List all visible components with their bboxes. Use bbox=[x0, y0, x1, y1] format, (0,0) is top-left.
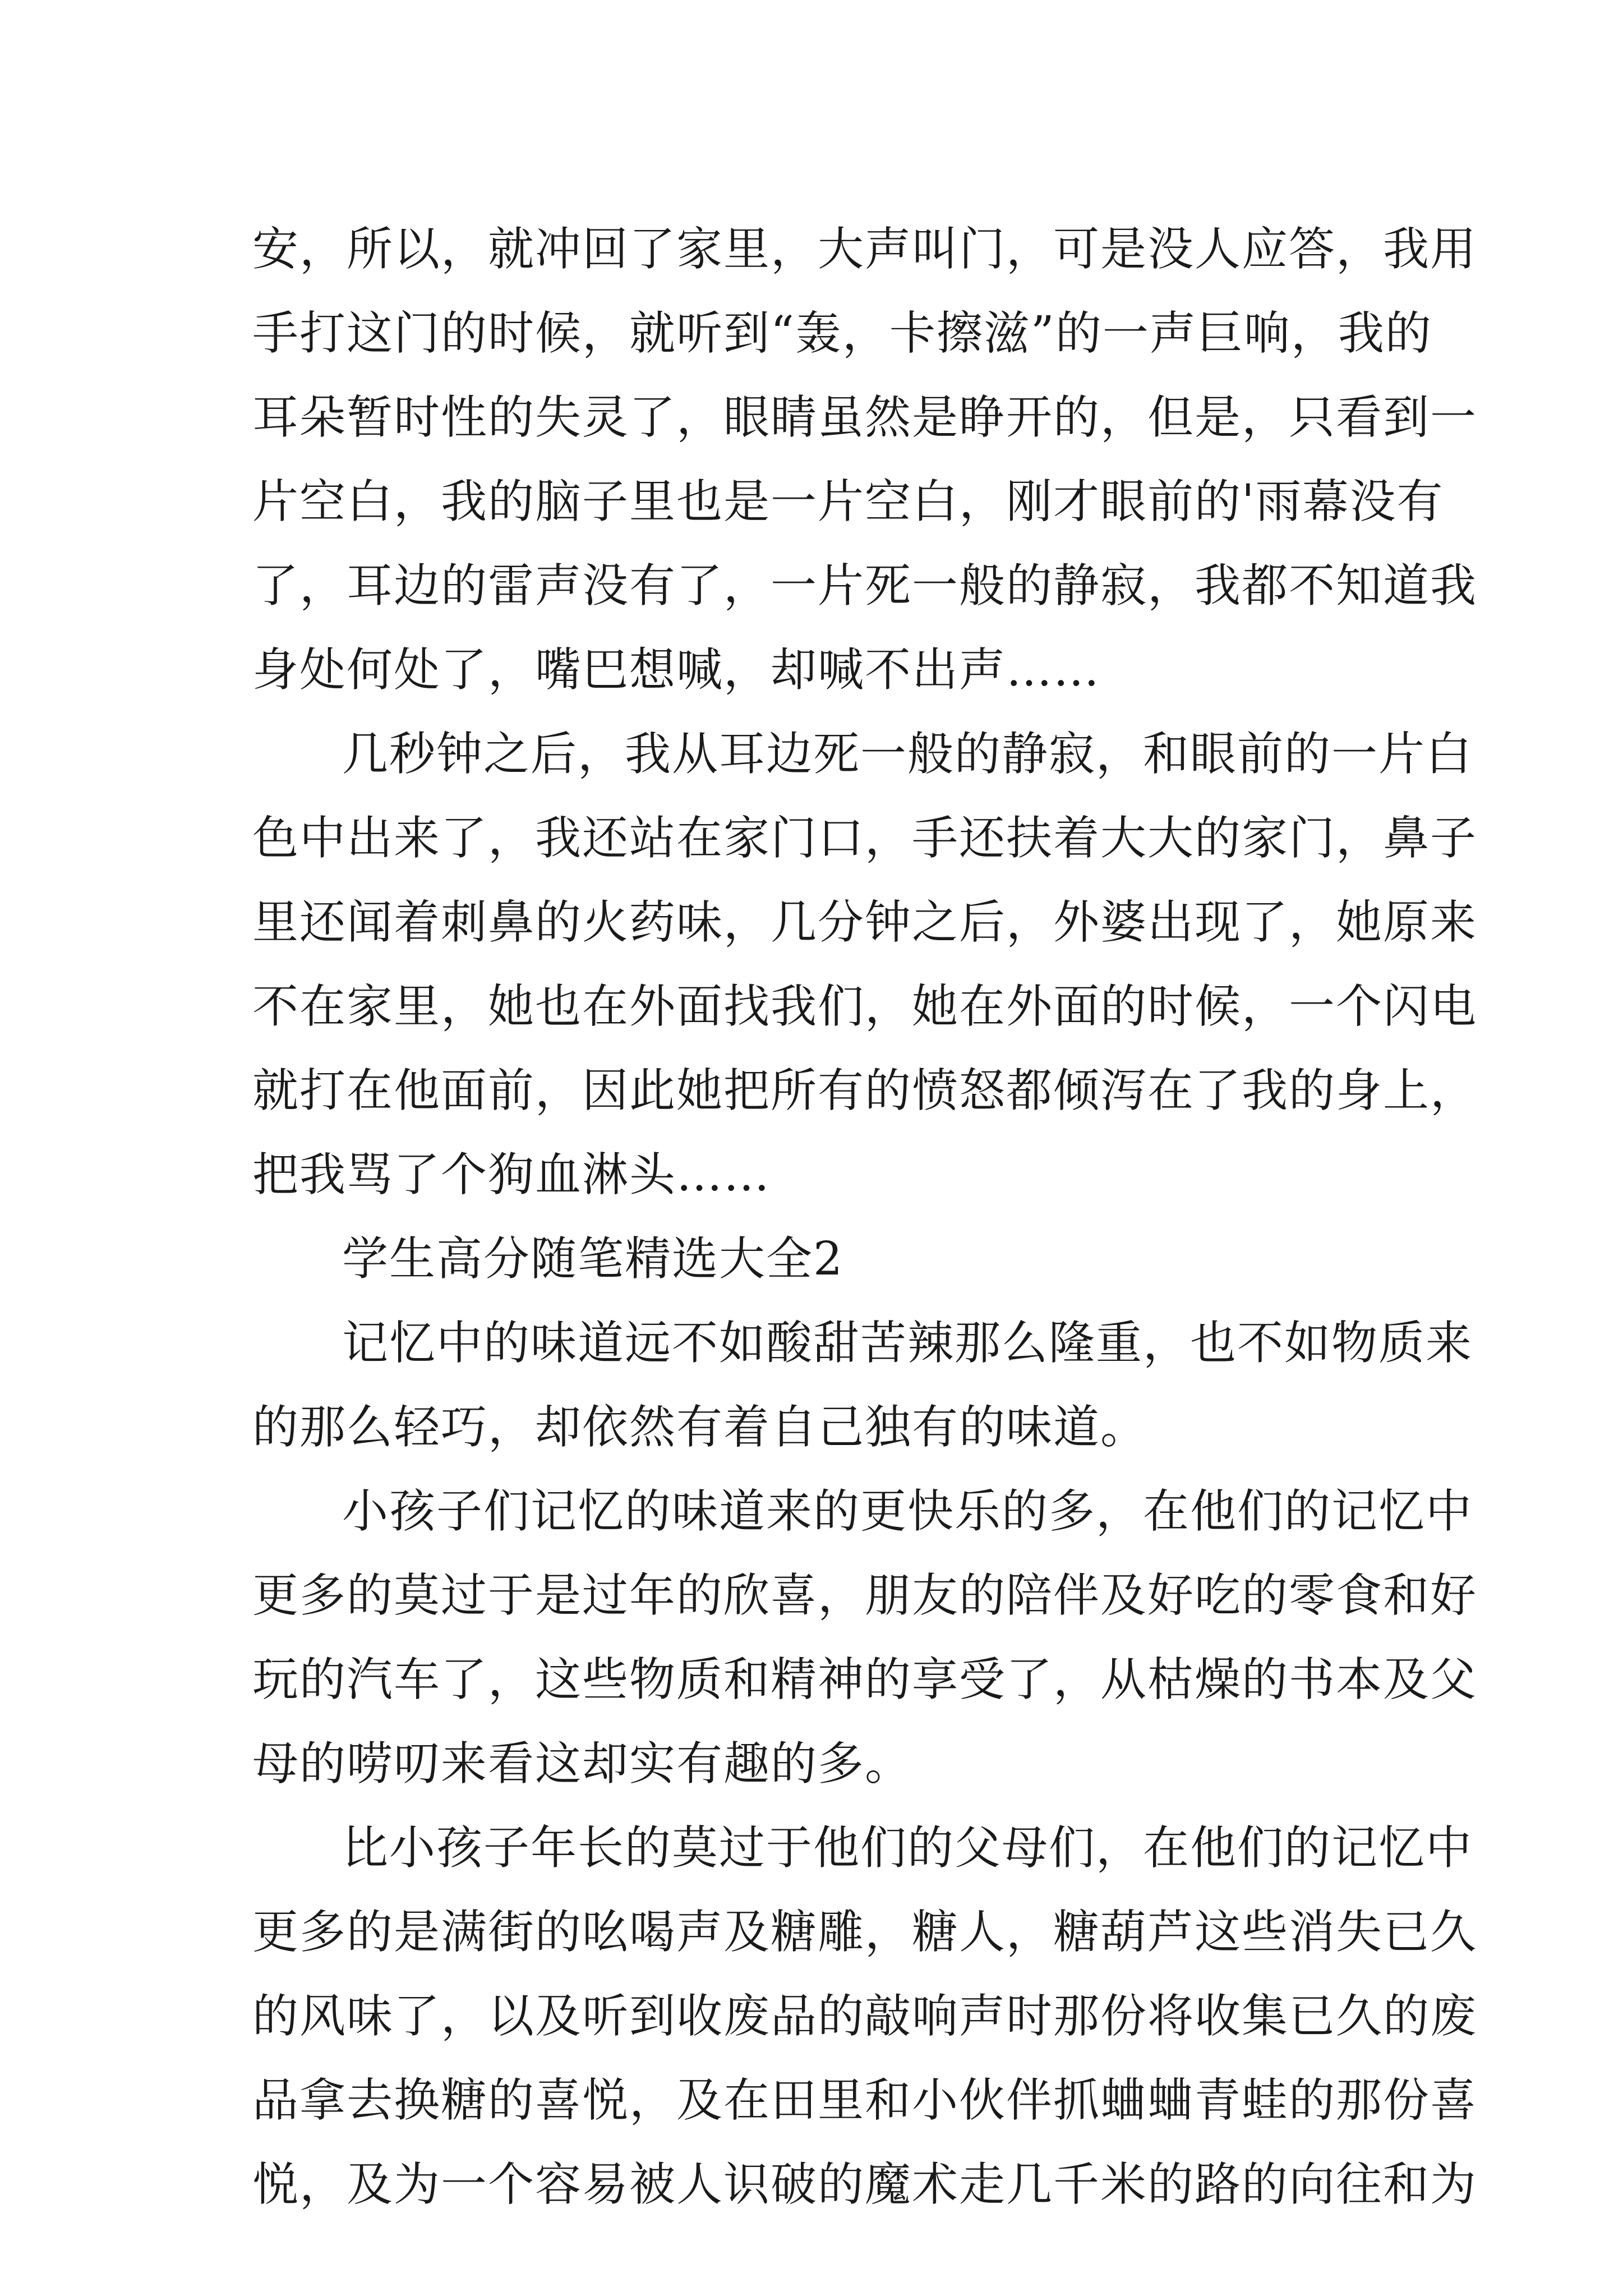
text-line: 了，耳边的雷声没有了，一片死一般的静寂，我都不知道我 bbox=[252, 559, 1478, 613]
text-line: 把我骂了个狗血淋头…… bbox=[252, 1148, 771, 1202]
text-line: 记忆中的味道远不如酸甜苦辣那么隆重，也不如物质来 bbox=[342, 1317, 1473, 1370]
text-line: 里还闻着刺鼻的火药味，几分钟之后，外婆出现了，她原来 bbox=[252, 896, 1478, 949]
text-line: 手打这门的时候，就听到“轰，卡擦滋”的一声巨响，我的 bbox=[252, 307, 1432, 360]
text-line: 身处何处了，嘴巴想喊，却喊不出声…… bbox=[252, 643, 1101, 697]
text-line: 色中出来了，我还站在家门口，手还扶着大大的家门，鼻子 bbox=[252, 812, 1478, 865]
text-line: 不在家里，她也在外面找我们，她在外面的时候，一个闪电 bbox=[252, 980, 1478, 1033]
text-line: 更多的莫过于是过年的欣喜，朋友的陪伴及好吃的零食和好 bbox=[252, 1569, 1478, 1622]
text-line: 的那么轻巧，却依然有着自己独有的味道。 bbox=[252, 1401, 1148, 1454]
text-line: 安，所以，就冲回了家里，大声叫门，可是没人应答，我用 bbox=[252, 223, 1478, 276]
text-line: 耳朵暂时性的失灵了，眼睛虽然是睁开的，但是，只看到一 bbox=[252, 391, 1478, 444]
text-line: 比小孩子年长的莫过于他们的父母们，在他们的记忆中 bbox=[342, 1821, 1473, 1875]
text-line: 小孩子们记忆的味道来的更快乐的多，在他们的记忆中 bbox=[342, 1485, 1473, 1538]
text-line: 片空白，我的脑子里也是一片空白，刚才眼前的'雨幕没有 bbox=[252, 475, 1444, 528]
text-line: 就打在他面前，因此她把所有的愤怒都倾泻在了我的身上， bbox=[252, 1064, 1478, 1117]
text-line: 母的唠叨来看这却实有趣的多。 bbox=[252, 1737, 912, 1791]
text-line: 几秒钟之后，我从耳边死一般的静寂，和眼前的一片白 bbox=[342, 728, 1473, 781]
text-line: 的风味了，以及听到收废品的敲响声时那份将收集已久的废 bbox=[252, 1990, 1478, 2043]
document-body bbox=[252, 208, 1478, 2227]
text-line: 悦，及为一个容易被人识破的魔术走几千米的路的向往和为 bbox=[252, 2158, 1478, 2211]
text-line: 玩的汽车了，这些物质和精神的享受了，从枯燥的书本及父 bbox=[252, 1653, 1478, 1706]
section-heading: 学生高分随笔精选大全2 bbox=[342, 1232, 844, 1286]
text-line: 品拿去换糖的喜悦，及在田里和小伙伴抓蛐蛐青蛙的那份喜 bbox=[252, 2074, 1478, 2127]
text-line: 更多的是满街的吆喝声及糖雕，糖人，糖葫芦这些消失已久 bbox=[252, 1906, 1478, 1959]
